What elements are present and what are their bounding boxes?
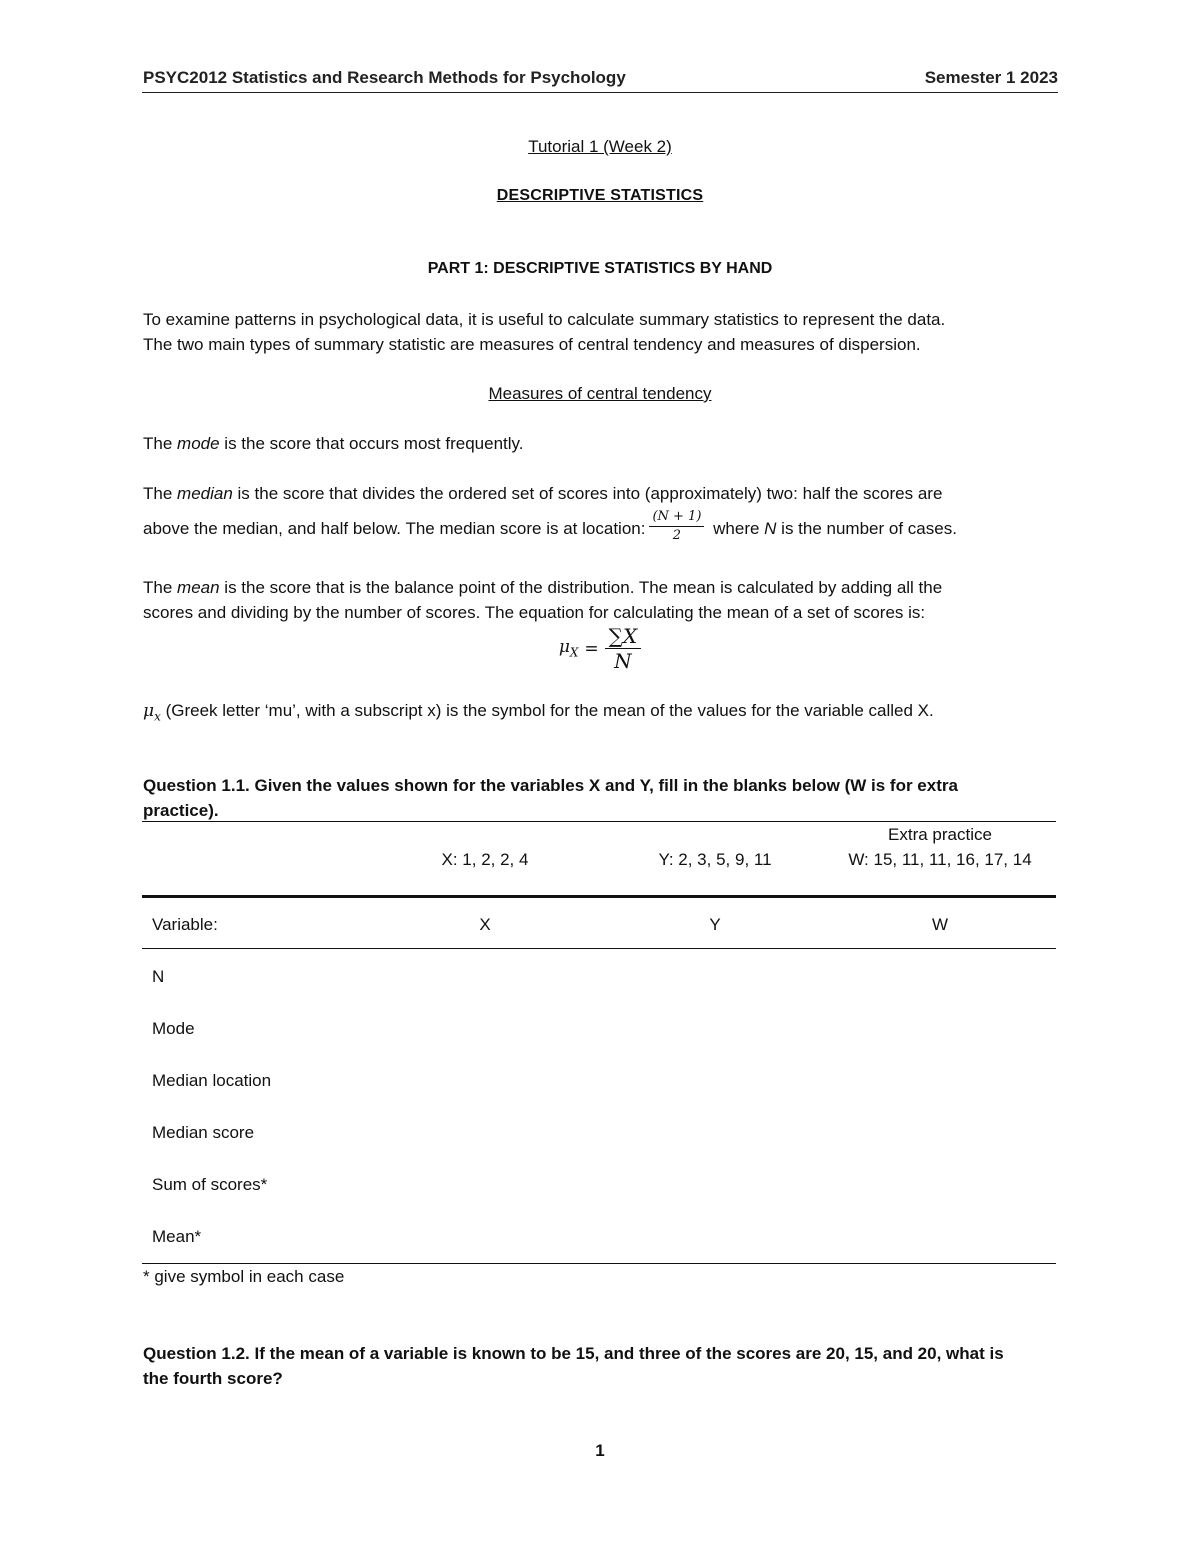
table-row-label: Sum of scores*	[152, 1175, 268, 1194]
table-row-label: Median score	[152, 1123, 255, 1142]
median-location-fraction	[649, 509, 704, 544]
mean-formula	[142, 624, 1058, 673]
variable-header-label: Variable:	[152, 915, 218, 934]
intro-line-2: The two main types of summary statistic are measures of central tendency and measures of dispersion.	[143, 335, 921, 354]
table-row-label: Mode	[152, 1019, 195, 1038]
median-line2-mid: where	[708, 518, 765, 538]
formula-fraction	[605, 624, 642, 673]
median-line2-pre: above the median, and half below. The median score is at location:	[143, 518, 646, 538]
extra-practice-label: Extra practice	[888, 825, 992, 844]
section-heading: Measures of central tendency	[488, 384, 712, 403]
variable-header-x: X	[479, 915, 491, 934]
mean-term: mean	[177, 578, 220, 597]
mean-line-2: scores and dividing by the number of scores. The equation for calculating the mean of a set of scores is:	[143, 603, 926, 622]
variable-header-w: W	[931, 915, 949, 934]
mu-symbol: $\mu_x$	[143, 701, 161, 724]
table-footnote: * give symbol in each case	[143, 1267, 345, 1286]
page-number: 1	[595, 1441, 605, 1460]
course-header: PSYC2012 Statistics and Research Methods for Psychology	[143, 68, 626, 87]
table-row-label: Mean*	[152, 1227, 202, 1246]
header-divider	[142, 92, 1058, 93]
table-subheader-rule	[142, 948, 1056, 949]
median-term: median	[177, 484, 233, 503]
fraction-denominator: 2	[672, 528, 682, 543]
formula-denominator: N	[614, 649, 632, 673]
y-values: Y: 2, 3, 5, 9, 11	[658, 850, 772, 869]
question-1-2-line-1: Question 1.2. If the mean of a variable is known to be 15, and three of the scores are 20, 15, and 20, what is	[143, 1344, 1004, 1363]
mean-definition	[143, 575, 1058, 625]
intro-paragraph	[143, 307, 1058, 357]
formula-lhs: $\mu_X$	[558, 637, 579, 660]
question-1-2	[143, 1341, 1058, 1391]
median-line-1	[143, 481, 1058, 506]
part-heading: PART 1: DESCRIPTIVE STATISTICS BY HAND	[427, 260, 773, 277]
formula-numerator: ∑X	[605, 624, 642, 649]
mode-pre: The	[143, 434, 178, 453]
question-1-2-line-2: the fourth score?	[143, 1369, 283, 1388]
n-symbol: N	[764, 518, 777, 538]
mode-term: mode	[177, 434, 220, 453]
mean-line-1	[143, 575, 1058, 600]
median-pre: The	[143, 484, 178, 503]
fraction-numerator: (N + 1)	[649, 509, 704, 527]
formula-equals: =	[584, 638, 599, 659]
mu-explanation	[143, 698, 1058, 729]
question-1-1-line-2: practice).	[143, 801, 219, 820]
mu-description: (Greek letter ‘mu’, with a subscript x) is the symbol for the mean of the values for the variable called X.	[160, 701, 934, 720]
question-1-1	[143, 773, 1058, 823]
mean-pre: The	[143, 578, 178, 597]
median-definition	[143, 481, 1058, 547]
variable-header-y: Y	[709, 915, 721, 934]
table-header-rule	[142, 895, 1056, 898]
table-row-label: N	[152, 967, 165, 986]
table-bottom-rule	[142, 1263, 1056, 1264]
mode-post: is the score that occurs most frequently.	[219, 434, 524, 453]
semester-header: Semester 1 2023	[924, 68, 1058, 87]
document-subtitle: DESCRIPTIVE STATISTICS	[496, 187, 704, 204]
median-line1-post: is the score that divides the ordered set of scores into (approximately) two: half the scores are	[232, 484, 943, 503]
mode-definition	[143, 431, 1058, 456]
table-top-rule	[142, 821, 1056, 822]
document-title: Tutorial 1 (Week 2)	[528, 137, 672, 156]
mean-line1-post: is the score that is the balance point of the distribution. The mean is calculated by adding all the	[219, 578, 943, 597]
intro-line-1: To examine patterns in psychological data, it is useful to calculate summary statistics to represent the data.	[143, 310, 946, 329]
w-values: W: 15, 11, 11, 16, 17, 14	[848, 850, 1032, 869]
median-line-2	[143, 509, 1058, 547]
median-line2-post: is the number of cases.	[776, 518, 957, 538]
question-1-1-line-1: Question 1.1. Given the values shown for the variables X and Y, fill in the blanks below (W is for extra	[143, 776, 958, 795]
table-row-label: Median location	[152, 1071, 272, 1090]
x-values: X: 1, 2, 2, 4	[441, 850, 529, 869]
